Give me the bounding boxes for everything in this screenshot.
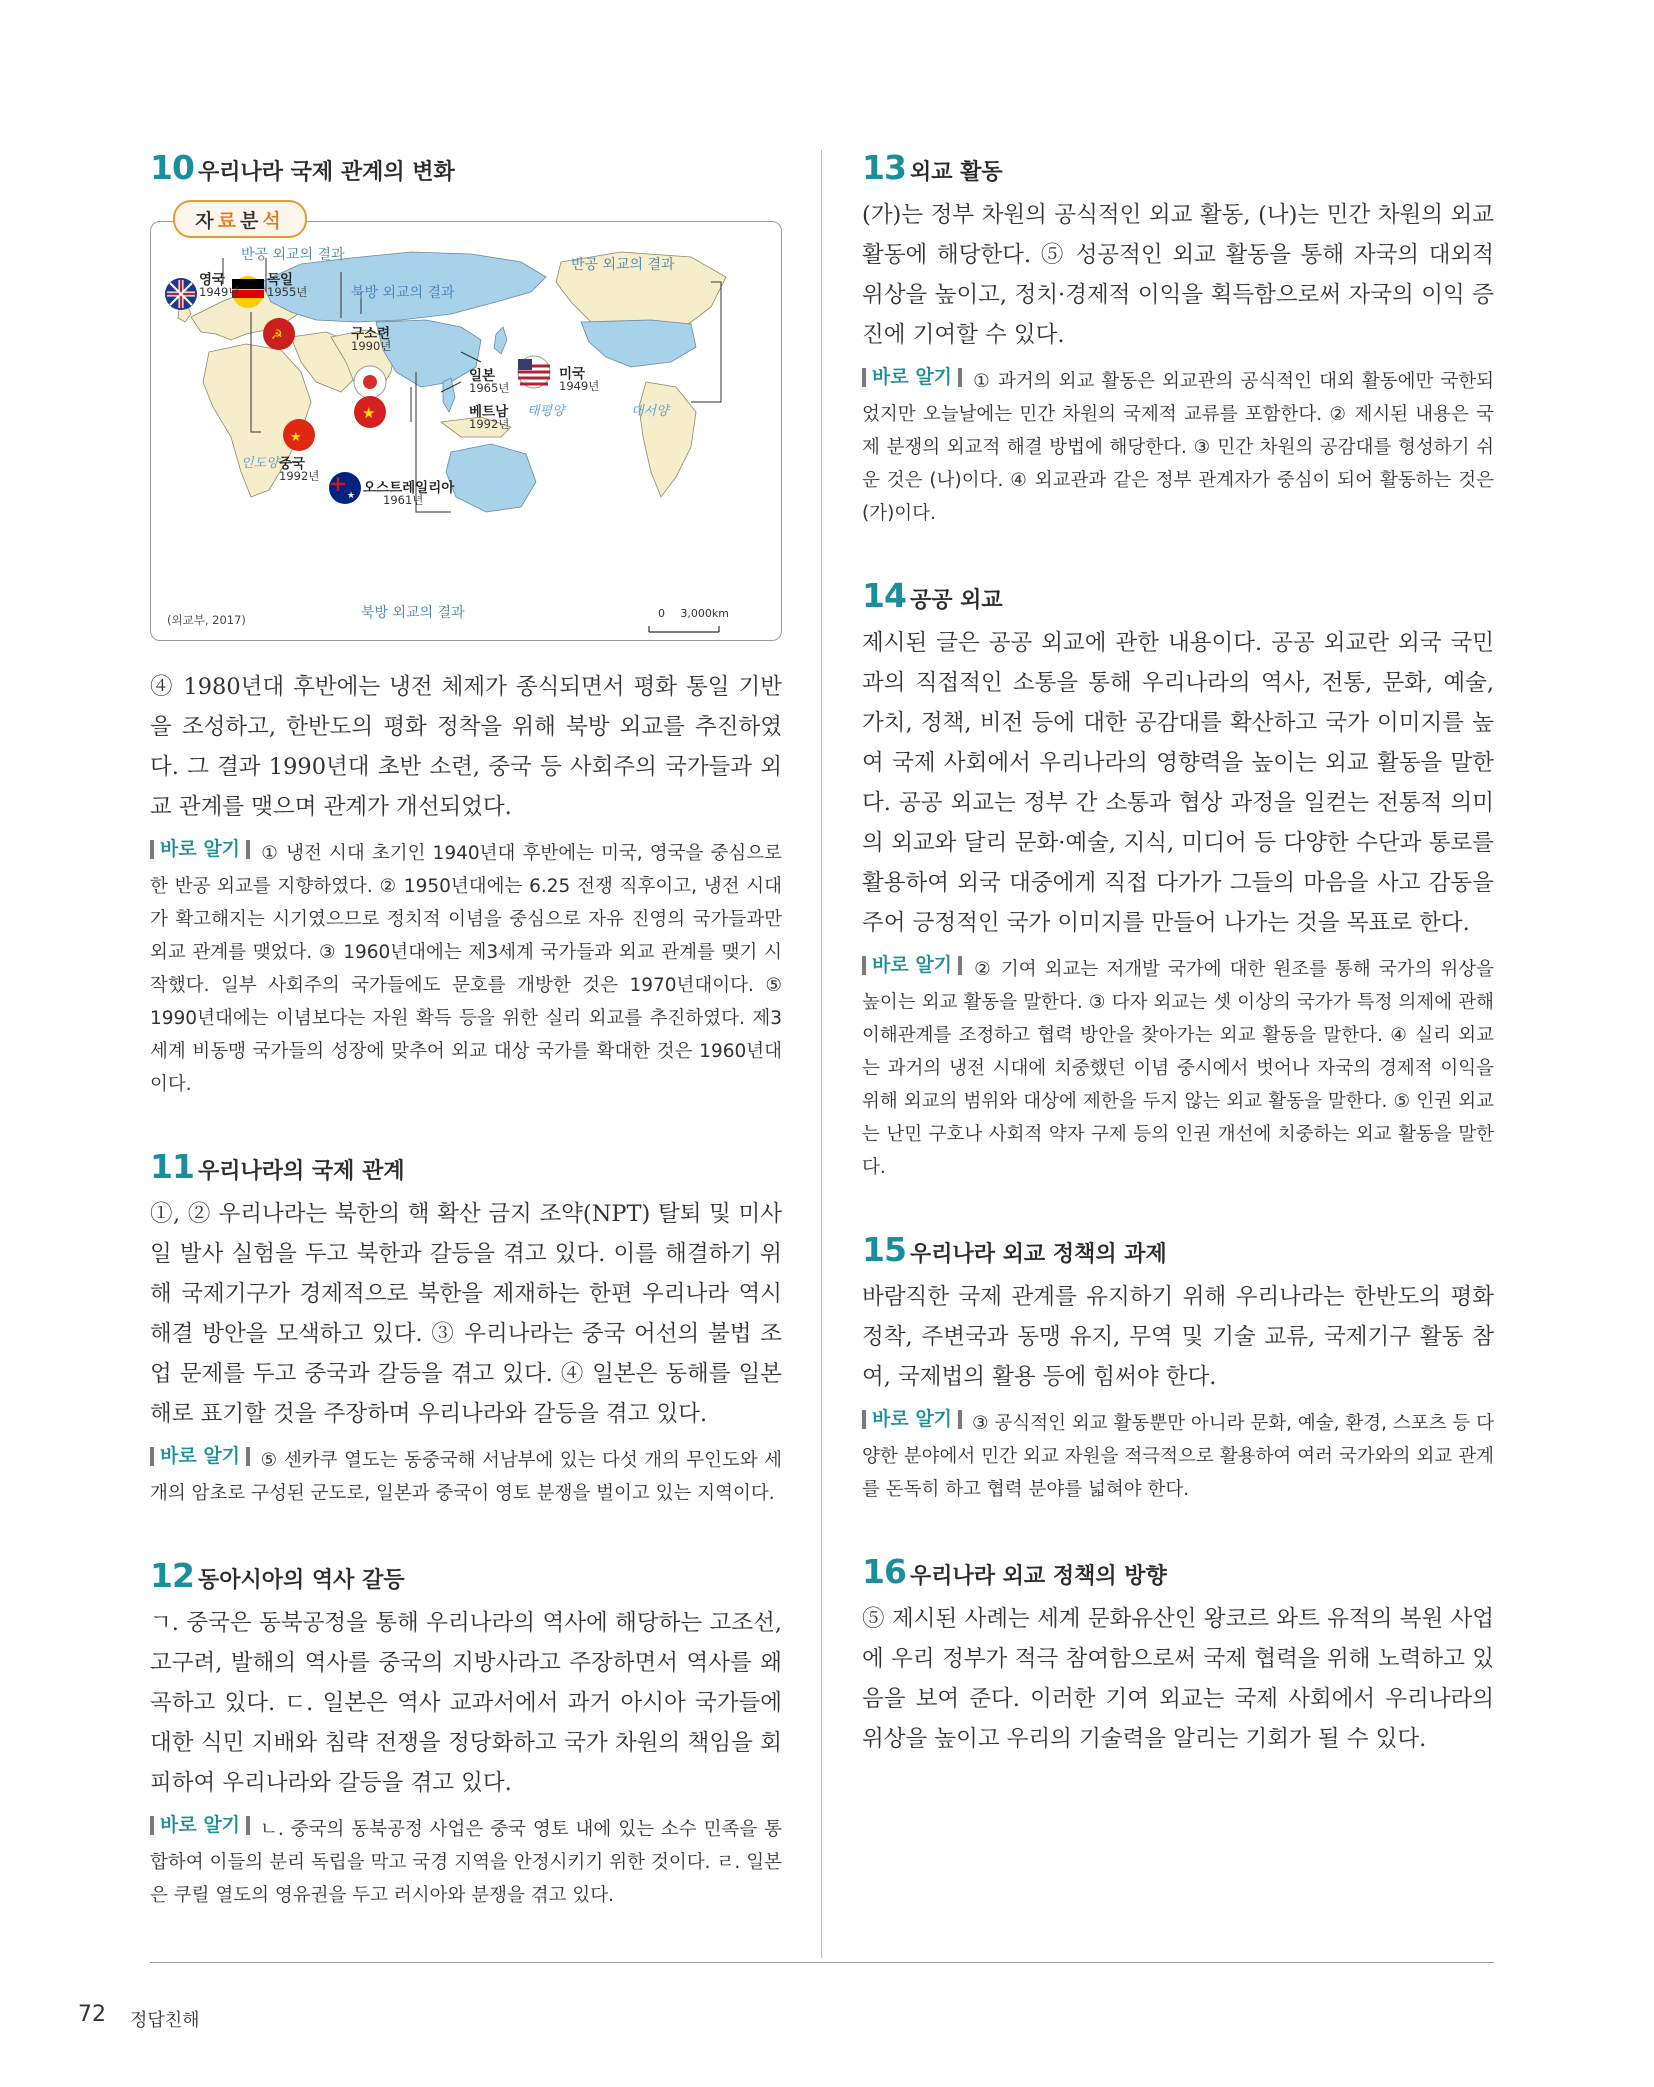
correction-text: ② 기여 외교는 저개발 국가에 대한 원조를 통해 국가의 위상을 높이는 외교 활동을 말한다. ③ 다자 외교는 셋 이상의 국가가 특정 의제에 관해 이해관계를 조정하고 협력 방안을 찾아가는 외교 활동을 말한다. ④ 실리 외교는 과거의 냉전 시대에 치중했던 이념 중시에서 벗어나 자국의 경제적 이익을 위해 외교의 범위와 대상에 제한을 두지 않는 외교 활동을 말한다. ⑤ 인권 외교는 난민 구호나 사회적 약자 구제 등의 인권 개선에 치중하는 외교 활동을 말한다.: [862, 959, 1494, 1178]
soviet-label: 구소련: [351, 326, 391, 342]
china-flag-icon: [283, 419, 315, 451]
svg-text:☭: ☭: [271, 328, 283, 343]
section-15: [862, 1230, 1494, 1506]
usa-label: 미국: [559, 366, 586, 382]
correction-tag: [862, 1403, 962, 1436]
correction-label: 바로 알기: [872, 1408, 953, 1430]
data-analysis-badge: 자 료 분 석: [173, 200, 307, 238]
section-title: [150, 1147, 782, 1186]
australia-landmass: [446, 444, 536, 512]
section-body: (가)는 정부 차원의 공식적인 외교 활동, (나)는 민간 차원의 외교 활동에 해당한다. ⑤ 성공적인 외교 활동을 통해 자국의 대외적 위상을 높이고, 정치·경제적 이익을 획득함으로써 자국의 이익 증진에 기여할 수 있다.: [862, 202, 1494, 348]
svg-text:★: ★: [362, 404, 376, 422]
section-heading: 우리나라 외교 정책의 과제: [910, 1242, 1167, 1267]
correction-note: [150, 833, 782, 1101]
pacific-ocean-label: 태평양: [527, 404, 565, 419]
section-body: ㄱ. 중국은 동북공정을 통해 우리나라의 역사에 해당하는 고조선, 고구려, 발해의 역사를 중국의 지방사라고 주장하면서 역사를 왜곡하고 있다. ㄷ. 일본은 역사 교과서에서 과거 아시아 국가들에 대한 식민 지배와 침략 전쟁을 정당화하고 국가 차원의 책임을 회피하여 우리나라와 갈등을 겪고 있다.: [150, 1610, 782, 1796]
section-title: [862, 148, 1494, 187]
correction-text: ③ 공식적인 외교 활동뿐만 아니라 문화, 예술, 환경, 스포츠 등 다양한 분야에서 민간 외교 자원을 적극적으로 활용하여 여러 국가와의 외교 관계를 돈독히 하고 협력 분야를 넓혀야 한다.: [862, 1413, 1494, 1500]
section-number: 16: [862, 1552, 906, 1591]
japan-year: 1965년: [469, 381, 510, 395]
correction-label: 바로 알기: [872, 954, 953, 976]
section-number: 13: [862, 148, 906, 187]
section-14: [862, 576, 1494, 1184]
scale-bar: [649, 626, 719, 632]
correction-note: [862, 949, 1494, 1184]
map-source: (외교부, 2017): [167, 613, 246, 627]
atlantic-ocean-label: 대서양: [631, 404, 669, 419]
section-number: 14: [862, 576, 906, 615]
section-heading: 우리나라 외교 정책의 방향: [910, 1564, 1167, 1589]
section-title: [862, 576, 1494, 615]
scale-value: 3,000km: [680, 607, 729, 620]
correction-label: 바로 알기: [160, 838, 241, 860]
section-11: [150, 1147, 782, 1510]
vietnam-flag-icon: [354, 396, 386, 428]
vietnam-landmass: [443, 378, 455, 412]
correction-label: 바로 알기: [160, 1814, 241, 1836]
section-12: [150, 1556, 782, 1912]
vietnam-year: 1992년: [469, 417, 510, 431]
right-column: [862, 148, 1494, 1805]
china-year: 1992년: [279, 469, 320, 483]
correction-tag: [862, 361, 962, 394]
australia-flag-icon: [329, 472, 361, 504]
section-number: 11: [150, 1147, 194, 1186]
anti-communist-label-right: 반공 외교의 결과: [571, 257, 675, 273]
column-divider: [821, 150, 822, 1958]
vietnam-label: 베트남: [469, 404, 509, 420]
section-16: [862, 1552, 1494, 1759]
correction-note: [150, 1440, 782, 1510]
china-label: 중국: [279, 456, 306, 472]
australia-label: 오스트레일리아: [363, 480, 455, 496]
usa-year: 1949년: [559, 379, 600, 393]
uk-label: 영국: [199, 272, 226, 288]
correction-text: ⑤ 센카쿠 열도는 동중국해 서남부에 있는 다섯 개의 무인도와 세 개의 암초로 구성된 군도로, 일본과 중국이 영토 분쟁을 벌이고 있는 지역이다.: [150, 1450, 782, 1504]
section-body: 바람직한 국제 관계를 유지하기 위해 우리나라는 한반도의 평화 정착, 주변국과 동맹 유지, 무역 및 기술 교류, 국제기구 활동 참여, 국제법의 활용 등에 힘써야 한다.: [862, 1284, 1494, 1390]
world-map-figure: [150, 209, 782, 641]
northern-policy-label-bottom: 북방 외교의 결과: [361, 605, 465, 621]
section-heading: 우리나라의 국제 관계: [198, 1159, 405, 1184]
section-body: ⑤ 제시된 사례는 세계 문화유산인 왕코르 와트 유적의 복원 사업에 우리 정부가 적극 참여함으로써 국제 협력을 위해 노력하고 있음을 보여 준다. 이러한 기여 외교는 국제 사회에서 우리나라의 위상을 높이고 우리의 기술력을 알리는 기회가 될 수 있다.: [862, 1606, 1494, 1752]
soviet-year: 1990년: [351, 339, 392, 353]
correction-note: [862, 1403, 1494, 1506]
correction-tag: [150, 833, 250, 866]
correction-label: 바로 알기: [160, 1445, 241, 1467]
correction-text: ㄴ. 중국의 동북공정 사업은 중국 영토 내에 있는 소수 민족을 통합하여 이들의 분리 독립을 막고 국경 지역을 안정시키기 위한 것이다. ㄹ. 일본은 쿠릴 열도의 영유권을 두고 러시아와 분쟁을 겪고 있다.: [150, 1819, 782, 1906]
usa-landmass: [581, 320, 696, 367]
section-number: 10: [150, 148, 194, 187]
japan-landmass: [494, 327, 507, 354]
germany-year: 1955년: [267, 285, 308, 299]
section-10: [150, 148, 782, 1101]
left-column: [150, 148, 782, 1958]
section-heading: 동아시아의 역사 갈등: [198, 1568, 405, 1593]
correction-tag: [862, 949, 962, 982]
section-title: [150, 148, 782, 187]
japan-label: 일본: [469, 368, 496, 384]
correction-text: ① 냉전 시대 초기인 1940년대 후반에는 미국, 영국을 중심으로 한 반공 외교를 지향하였다. ② 1950년대에는 6.25 전쟁 직후이고, 냉전 시대가 확고해지는 시기였으므로 정치적 이념을 중심으로 자유 진영의 국가들과만 외교 관계를 맺었다. ③ 1960년대에는 제3세계 국가들과 외교 관계를 맺기 시작했다. 일부 사회주의 국가들에도 문호를 개방한 것은 1970년대이다. ⑤ 1990년대에는 이념보다는 자원 확득 등을 위한 실리 외교를 추진하였다. 제3세계 비동맹 국가들의 성장에 맞추어 외교 대상 국가를 확대한 것은 1960년대이다.: [150, 843, 782, 1095]
section-number: 12: [150, 1556, 194, 1595]
correction-text: ① 과거의 외교 활동은 외교관의 공식적인 대외 활동에만 국한되었지만 오늘날에는 민간 차원의 국제적 교류를 포함한다. ② 제시된 내용은 국제 분쟁의 외교적 해결 방법에 해당한다. ③ 민간 차원의 공감대를 형성하기 쉬운 것은 (나)이다. ④ 외교관과 같은 정부 관계자가 중심이 되어 활동하는 것은 (가)이다.: [862, 371, 1494, 524]
australia-year: 1961년: [383, 493, 424, 507]
section-title: [862, 1552, 1494, 1591]
scale-zero: 0: [658, 607, 665, 620]
world-map: [151, 222, 781, 640]
section-body: ①, ② 우리나라는 북한의 핵 확산 금지 조약(NPT) 탈퇴 및 미사일 발사 실험을 두고 북한과 갈등을 겪고 있다. 이를 해결하기 위해 국제기구가 경제적으로 북한을 제재하는 한편 우리나라 역시 해결 방안을 모색하고 있다. ③ 우리나라는 중국 어선의 불법 조업 문제를 두고 중국과 갈등을 겪고 있다. ④ 일본은 동해를 일본해로 표기할 것을 주장하며 우리나라와 갈등을 겪고 있다.: [150, 1201, 782, 1427]
northern-policy-label-top: 북방 외교의 결과: [351, 285, 455, 301]
japan-flag-icon: [354, 366, 386, 398]
section-13: [862, 148, 1494, 530]
footer-rule: [150, 1962, 1494, 1963]
correction-tag: [150, 1440, 250, 1473]
footer-label: 정답친해: [130, 2010, 200, 2031]
usa-flag-icon: [518, 356, 550, 388]
uk-flag-icon: [165, 278, 197, 310]
section-heading: 공공 외교: [910, 588, 1003, 613]
correction-label: 바로 알기: [872, 366, 953, 388]
svg-text:★: ★: [347, 491, 356, 501]
germany-label: 독일: [267, 272, 294, 288]
section-body: ④ 1980년대 후반에는 냉전 체제가 종식되면서 평화 통일 기반을 조성하고, 한반도의 평화 정착을 위해 북방 외교를 추진하였다. 그 결과 1990년대 초반 소련, 중국 등 사회주의 국가들과 외교 관계를 맺으며 관계가 개선되었다.: [150, 674, 782, 820]
svg-text:★: ★: [290, 430, 302, 445]
section-heading: 외교 활동: [910, 160, 1003, 185]
section-title: [150, 1556, 782, 1595]
section-heading: 우리나라 국제 관계의 변화: [198, 160, 455, 185]
page-number: 72: [78, 2002, 106, 2027]
section-number: 15: [862, 1230, 906, 1269]
correction-note: [150, 1809, 782, 1912]
anti-communist-label-left: 반공 외교의 결과: [241, 247, 345, 263]
section-body: 제시된 글은 공공 외교에 관한 내용이다. 공공 외교란 외국 국민과의 직접적인 소통을 통해 우리나라의 역사, 전통, 문화, 예술, 가치, 정책, 비전 등에 대한 공감대를 확산하고 국가 이미지를 높여 국제 사회에서 우리나라의 영향력을 높이는 외교 활동을 말한다. 공공 외교는 정부 간 소통과 협상 과정을 일컫는 전통적 의미의 외교와 달리 문화·예술, 지식, 미디어 등 다양한 수단과 통로를 활용하여 외국 대중에게 직접 다가가 그들의 마음을 사고 감동을 주어 긍정적인 국가 이미지를 만들어 나가는 것을 목표로 한다.: [862, 630, 1494, 936]
section-title: [862, 1230, 1494, 1269]
china-landmass: [376, 320, 481, 387]
correction-tag: [150, 1809, 250, 1842]
correction-note: [862, 361, 1494, 530]
soviet-flag-icon: [263, 318, 295, 350]
indian-ocean-label: 인도양: [241, 456, 279, 471]
uk-year: 1949년: [199, 285, 240, 299]
